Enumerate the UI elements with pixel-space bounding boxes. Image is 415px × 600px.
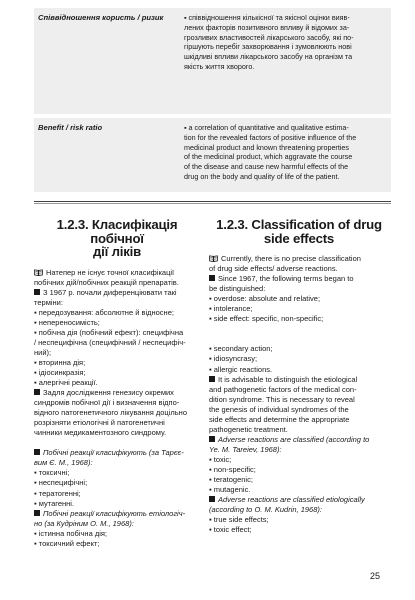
text-line-content: ▪ передозування: абсолютне й відносне; bbox=[34, 307, 174, 317]
open-book-icon bbox=[34, 269, 43, 276]
text-line bbox=[34, 509, 200, 519]
text-line-content: / неспецифічна (специфічний / неспецифіч- bbox=[34, 337, 186, 347]
text-line bbox=[34, 408, 200, 418]
section-divider bbox=[34, 201, 391, 202]
text-line-content: ▪ overdose: absolute and relative; bbox=[209, 294, 321, 304]
text-line bbox=[209, 515, 389, 525]
text-line-content: ний); bbox=[34, 347, 52, 357]
ukrainian-column bbox=[34, 218, 200, 549]
text-line bbox=[34, 458, 200, 468]
text-line-content: the genesis of individual syndromes of the bbox=[209, 404, 349, 414]
section-heading-english bbox=[209, 218, 389, 245]
text-line bbox=[34, 338, 200, 348]
text-line bbox=[34, 468, 200, 478]
text-line-content: но (за Кудріним О. М., 1968): bbox=[34, 518, 134, 528]
text-line bbox=[209, 344, 389, 354]
heading-line: side effects bbox=[263, 230, 335, 246]
text-line-content: ▪ non-specific; bbox=[209, 464, 256, 474]
definition-line: of the medicinal product, which aggravate the course bbox=[184, 152, 353, 162]
bullet-square-icon bbox=[209, 436, 215, 442]
text-line-content: Побічні реакції класифікують етіологіч- bbox=[43, 508, 186, 518]
text-line bbox=[34, 388, 200, 398]
text-line bbox=[34, 398, 200, 408]
text-line bbox=[34, 378, 200, 388]
definition-line: tion for the revealed factors of positive influence of the bbox=[184, 132, 357, 142]
text-line-content: відного патогенетичного лікування доцільно bbox=[34, 408, 187, 418]
text-line bbox=[34, 308, 200, 318]
definition-line: якість життя хворого. bbox=[184, 61, 255, 71]
bullet-square-icon bbox=[34, 389, 40, 395]
bullet-square-icon bbox=[34, 510, 40, 516]
text-line bbox=[34, 328, 200, 338]
text-line bbox=[209, 415, 389, 425]
text-line-content: Ye. M. Tareiev, 1968): bbox=[209, 444, 282, 454]
text-line bbox=[209, 294, 389, 304]
text-line-content: ▪ true side effects; bbox=[209, 515, 269, 525]
text-line bbox=[209, 435, 389, 445]
text-line-content: Натепер не існує точної класифікації bbox=[46, 267, 175, 277]
text-line-content: вим Є. М., 1968): bbox=[34, 458, 93, 468]
text-line-content: and pathogenetic factors of the medical con- bbox=[209, 384, 357, 394]
bullet-square-icon bbox=[34, 289, 40, 295]
english-column bbox=[209, 218, 389, 535]
text-line bbox=[209, 365, 389, 375]
definition-line: грозливих властивостей лікарського засобу, які по- bbox=[184, 32, 354, 42]
definition-line: of the disease and cause new harmful effects of the bbox=[184, 162, 349, 172]
text-line bbox=[209, 495, 389, 505]
text-line-content: побічних дій/побічних реакцій препаратів. bbox=[34, 277, 179, 287]
glossary-row bbox=[34, 8, 391, 114]
english-body-text bbox=[209, 254, 389, 535]
text-line-content: Задля дослідження генезису окремих bbox=[43, 388, 174, 398]
definition-line: лених факторів позитивного впливу й відомих за- bbox=[184, 22, 350, 32]
text-line bbox=[209, 405, 389, 415]
text-line bbox=[34, 268, 200, 278]
bullet-square-icon bbox=[209, 496, 215, 502]
definition-line: шкідливі впливи лікарського засобу на організм та bbox=[184, 52, 353, 62]
text-line-content: (according to O. M. Kudrin, 1968): bbox=[209, 505, 322, 515]
text-line bbox=[209, 505, 389, 515]
heading-line: дії ліків bbox=[92, 244, 142, 259]
text-line bbox=[34, 418, 200, 428]
text-line-content: Побічні реакції класифікують (за Тарєє- bbox=[43, 448, 184, 458]
text-line bbox=[209, 525, 389, 535]
text-line-content: синдромів побічної дії і визначення відпо- bbox=[34, 398, 180, 408]
definition-line: medicinal product and known threatening properties bbox=[184, 142, 350, 152]
text-line bbox=[34, 499, 200, 509]
text-line-content: терміни: bbox=[34, 297, 63, 307]
text-line-content: of drug side effects/ adverse reactions. bbox=[209, 264, 338, 274]
open-book-icon bbox=[209, 255, 218, 262]
definition-line: drug on the body and quality of life of the patient. bbox=[184, 171, 340, 181]
text-line bbox=[34, 539, 200, 549]
text-line-content: dition syndrome. This is necessary to reveal bbox=[209, 394, 355, 404]
text-line-content: ▪ мутагенні. bbox=[34, 498, 75, 508]
bullet-square-icon bbox=[209, 376, 215, 382]
page-number: 25 bbox=[370, 571, 381, 581]
text-line-content: Adverse reactions are classified etiologically bbox=[218, 495, 365, 505]
text-line bbox=[209, 475, 389, 485]
text-line bbox=[34, 448, 200, 458]
text-line bbox=[34, 278, 200, 288]
text-line-content: ▪ mutagenic. bbox=[209, 485, 251, 495]
text-line bbox=[34, 519, 200, 529]
text-line bbox=[209, 485, 389, 495]
text-line bbox=[209, 284, 389, 294]
text-line-content: ▪ непереносимість; bbox=[34, 317, 100, 327]
text-line-content: ▪ токсичні; bbox=[34, 468, 70, 478]
text-line-content: Since 1967, the following terms began to bbox=[218, 274, 354, 284]
text-line bbox=[34, 368, 200, 378]
text-line bbox=[209, 274, 389, 284]
text-line-content: ▪ allergic reactions. bbox=[209, 364, 273, 374]
blank-line bbox=[209, 334, 389, 344]
bullet-square-icon bbox=[209, 275, 215, 281]
text-line-content: ▪ тератогенні; bbox=[34, 488, 81, 498]
definition-line: ▪ a correlation of quantitative and qualitative estima- bbox=[184, 123, 349, 132]
text-line bbox=[209, 385, 389, 395]
text-line bbox=[209, 304, 389, 314]
glossary-row bbox=[34, 118, 391, 192]
text-line bbox=[34, 288, 200, 298]
text-line bbox=[34, 428, 200, 438]
text-line bbox=[209, 425, 389, 435]
text-line bbox=[34, 298, 200, 308]
heading-line: 1.2.3. Класифікація побічної bbox=[56, 217, 178, 246]
text-line bbox=[209, 314, 389, 324]
text-line bbox=[209, 465, 389, 475]
text-line bbox=[209, 445, 389, 455]
glossary-definition bbox=[184, 8, 391, 114]
text-line-content: ▪ токсичний ефект; bbox=[34, 538, 100, 548]
blank-line bbox=[34, 438, 200, 448]
glossary-term: Співвідношення користь / ризик bbox=[38, 13, 164, 22]
text-line-content: Adverse reactions are classified (according to bbox=[218, 434, 370, 444]
text-line-content: ▪ idiosyncrasy; bbox=[209, 354, 258, 364]
definition-line: гіршують перебіг захворювання і зумовлюють нові bbox=[184, 42, 352, 52]
definition-line: ▪ співвідношення кількісної та якісної оцінки вияв- bbox=[184, 13, 350, 22]
text-line-content: ▪ ідіосинкразія; bbox=[34, 367, 86, 377]
text-line-content: ▪ toxic effect; bbox=[209, 525, 252, 535]
text-line-content: Currently, there is no precise classification bbox=[221, 254, 361, 263]
text-line-content: ▪ неспецифічні; bbox=[34, 478, 88, 488]
text-line-content: ▪ побічна дія (побічний ефект): специфічна bbox=[34, 327, 184, 337]
text-line-content: розрізняти етіологічні й патогенетичні bbox=[34, 418, 165, 428]
bullet-square-icon bbox=[34, 449, 40, 455]
blank-line bbox=[209, 324, 389, 334]
text-line bbox=[34, 478, 200, 488]
text-line-content: ▪ intolerance; bbox=[209, 304, 253, 314]
text-line bbox=[34, 348, 200, 358]
text-line bbox=[34, 318, 200, 328]
text-line-content: ▪ алергічні реакції. bbox=[34, 378, 98, 388]
glossary-table bbox=[34, 8, 391, 192]
text-line bbox=[209, 395, 389, 405]
text-line-content: It is advisable to distinguish the etiological bbox=[218, 374, 358, 384]
text-line-content: pathogenetic treatment. bbox=[209, 424, 288, 434]
glossary-term: Benefit / risk ratio bbox=[38, 123, 103, 132]
text-line-content: ▪ side effect: specific, non-specific; bbox=[209, 314, 324, 324]
text-line-content: З 1967 р. почали диференціювати такі bbox=[43, 287, 177, 297]
text-line-content: ▪ вторинна дія; bbox=[34, 357, 86, 367]
text-line bbox=[209, 354, 389, 364]
text-line-content: be distinguished: bbox=[209, 284, 266, 294]
text-line-content: ▪ teratogenic; bbox=[209, 475, 253, 485]
section-heading-ukrainian bbox=[34, 218, 200, 259]
text-line bbox=[34, 358, 200, 368]
text-line bbox=[34, 529, 200, 539]
text-line-content: side effects and determine the appropriate bbox=[209, 414, 350, 424]
text-line-content: ▪ істинна побічна дія; bbox=[34, 528, 108, 538]
text-line bbox=[209, 375, 389, 385]
text-line bbox=[209, 254, 389, 264]
heading-line: 1.2.3. Classification of drug bbox=[216, 217, 382, 232]
text-line bbox=[209, 264, 389, 274]
glossary-definition bbox=[184, 118, 391, 192]
text-line-content: ▪ secondary action; bbox=[209, 344, 273, 354]
text-line bbox=[209, 455, 389, 465]
ukrainian-body-text bbox=[34, 268, 200, 549]
text-line bbox=[34, 489, 200, 499]
text-line-content: чинники медикаментозного синдрому. bbox=[34, 428, 167, 438]
text-line-content: ▪ toxic; bbox=[209, 454, 232, 464]
section-divider-secondary bbox=[34, 203, 391, 204]
